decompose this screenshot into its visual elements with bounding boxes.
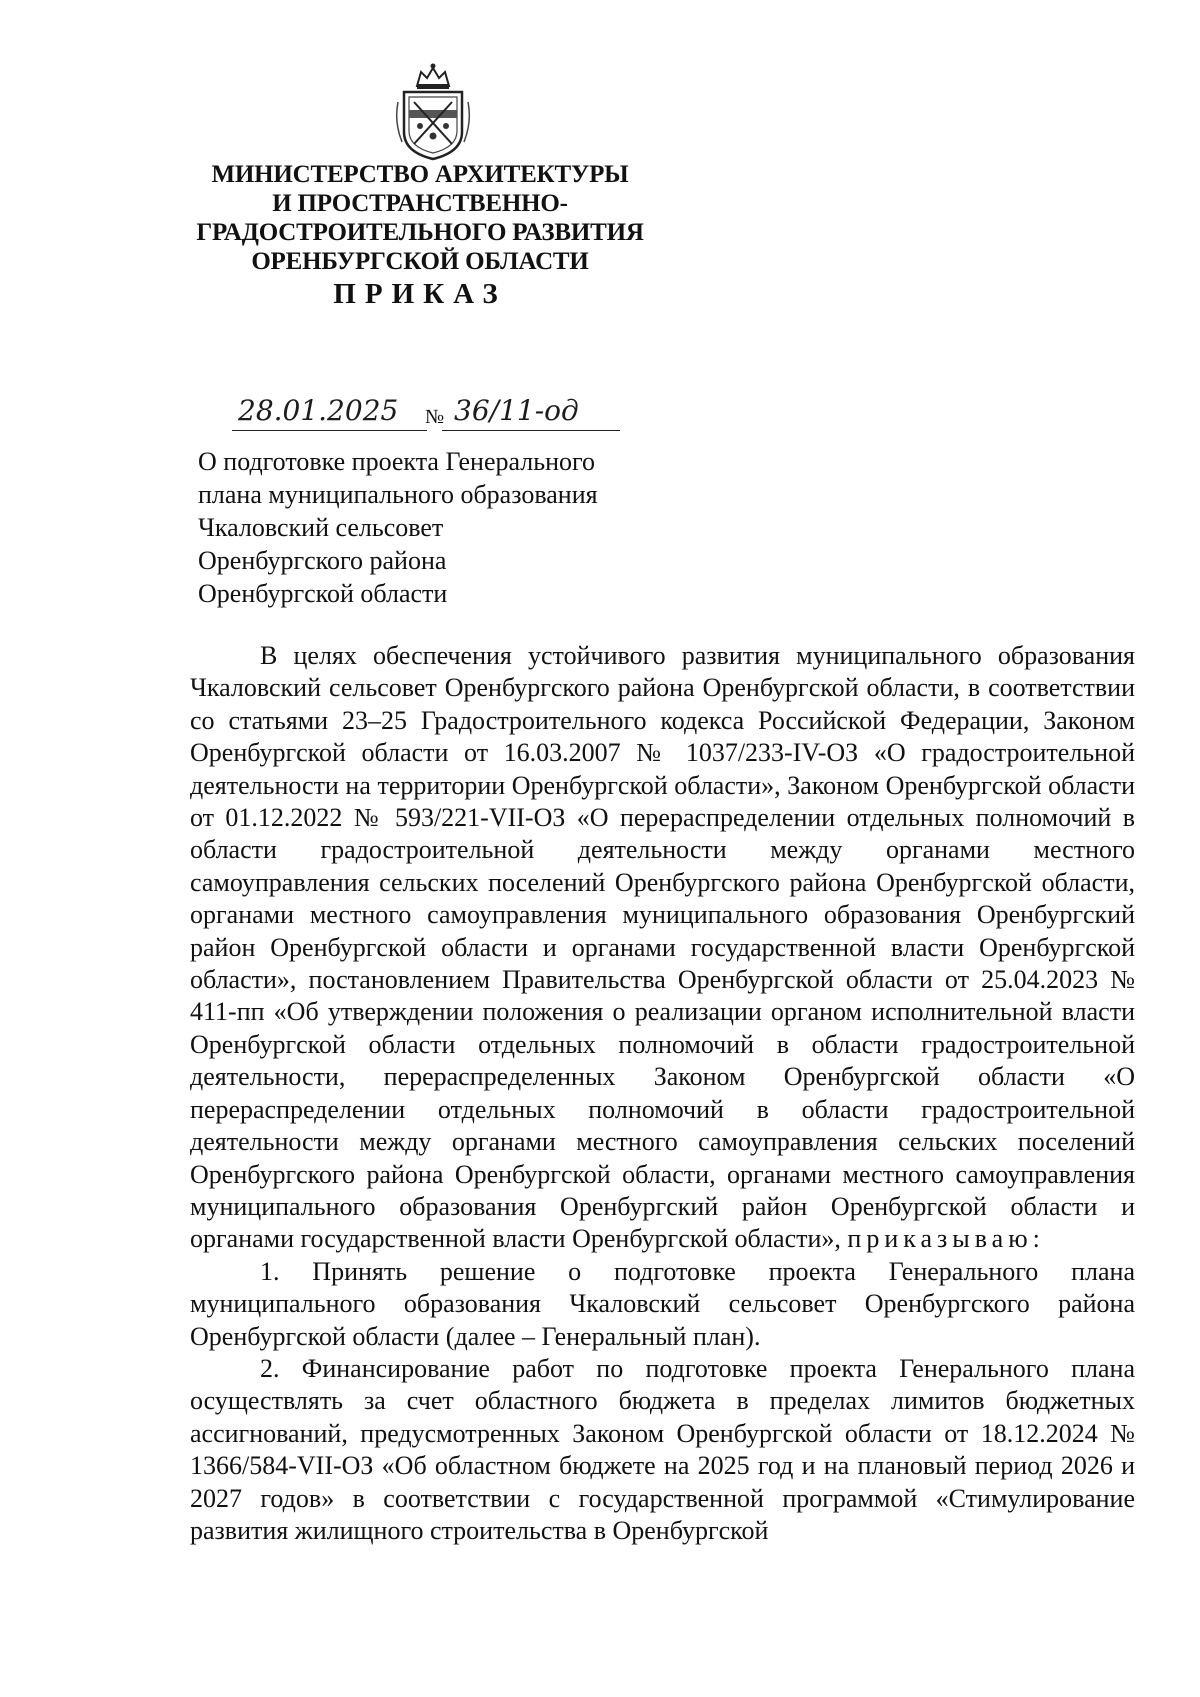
- ministry-line: ОРЕНБУРГСКОЙ ОБЛАСТИ: [251, 248, 589, 275]
- ministry-line: ГРАДОСТРОИТЕЛЬНОГО РАЗВИТИЯ: [196, 219, 644, 246]
- coat-of-arms-icon: [390, 62, 476, 162]
- handwritten-number: 36/11-од: [454, 394, 579, 427]
- ministry-name: [190, 160, 650, 276]
- subject-line: О подготовке проекта Генерального: [198, 447, 596, 476]
- handwritten-date: 28.01.2025: [238, 394, 399, 427]
- order-item-2: 2. Финансирование работ по подготовке проекта Генерального плана осуществлять за счет областного бюджета в пределах лимитов бюджетных ассигнований, предусмотренных Законом Оренбургской области от 18.12.2024 № 1366/584-VII-ОЗ «Об областном бюджете на 2025 год и на плановый период 2026 и 2027 годов» в соответствии с государственной программой «Стимулирование развития жилищного строительства в Оренбургской: [190, 1353, 1135, 1545]
- subject-line: Оренбургского района: [198, 546, 447, 575]
- registration-line: [232, 394, 632, 438]
- document-type-title: ПРИКАЗ: [333, 278, 507, 310]
- order-word: приказываю:: [847, 1224, 1045, 1254]
- preamble-text: В целях обеспечения устойчивого развития муниципального образования Чкаловский сельсовет Оренбургского района Оренбургской области, в соответствии со статьями 23–25 Градостроительного кодекса Российской Федерации, Законом Оренбургской области от 16.03.2007 № 1037/233-IV-ОЗ «О градостроительной деятельности на территории Оренбургской области», Законом Оренбургской области от 01.12.2022 № 593/221-VII-ОЗ «О перераспределении отдельных полномочий в области градостроительной деятельности между органами местного самоуправления сельских поселений Оренбургского района Оренбургской области, органами местного самоуправления муниципального образования Оренбургский район Оренбургской области и органами государственной власти Оренбургской области», постановлением Правительства Оренбургской области от 25.04.2023 № 411-пп «Об утверждении положения о реализации органом исполнительной власти Оренбургской области отдельных полномочий в области градостроительной деятельности, перераспределенных Законом Оренбургской области «О перераспределении отдельных полномочий в области градостроительной деятельности между органами местного самоуправления сельских поселений Оренбургского района Оренбургской области, органами местного самоуправления муниципального образования Оренбургский район Оренбургской области и органами государственной власти Оренбургской области»,: [190, 641, 1135, 1254]
- order-item-1: 1. Принять решение о подготовке проекта Генерального плана муниципального образования Чкаловский сельсовет Оренбургского района Оренбургской области (далее – Генеральный план).: [190, 1256, 1135, 1351]
- date-underline: [232, 430, 427, 431]
- subject-line: Чкаловский сельсовет: [198, 513, 444, 542]
- number-underline: [442, 430, 620, 431]
- ministry-line: МИНИСТЕРСТВО АРХИТЕКТУРЫ: [211, 161, 629, 188]
- subject-line: плана муниципального образования: [198, 480, 598, 509]
- number-sign: №: [425, 406, 445, 428]
- ministry-line: И ПРОСТРАНСТВЕННО-: [272, 190, 568, 217]
- preamble-paragraph: [190, 640, 1135, 1256]
- subject-line: Оренбургской области: [198, 579, 448, 608]
- order-body: [190, 640, 1135, 1547]
- order-subject: [198, 445, 668, 610]
